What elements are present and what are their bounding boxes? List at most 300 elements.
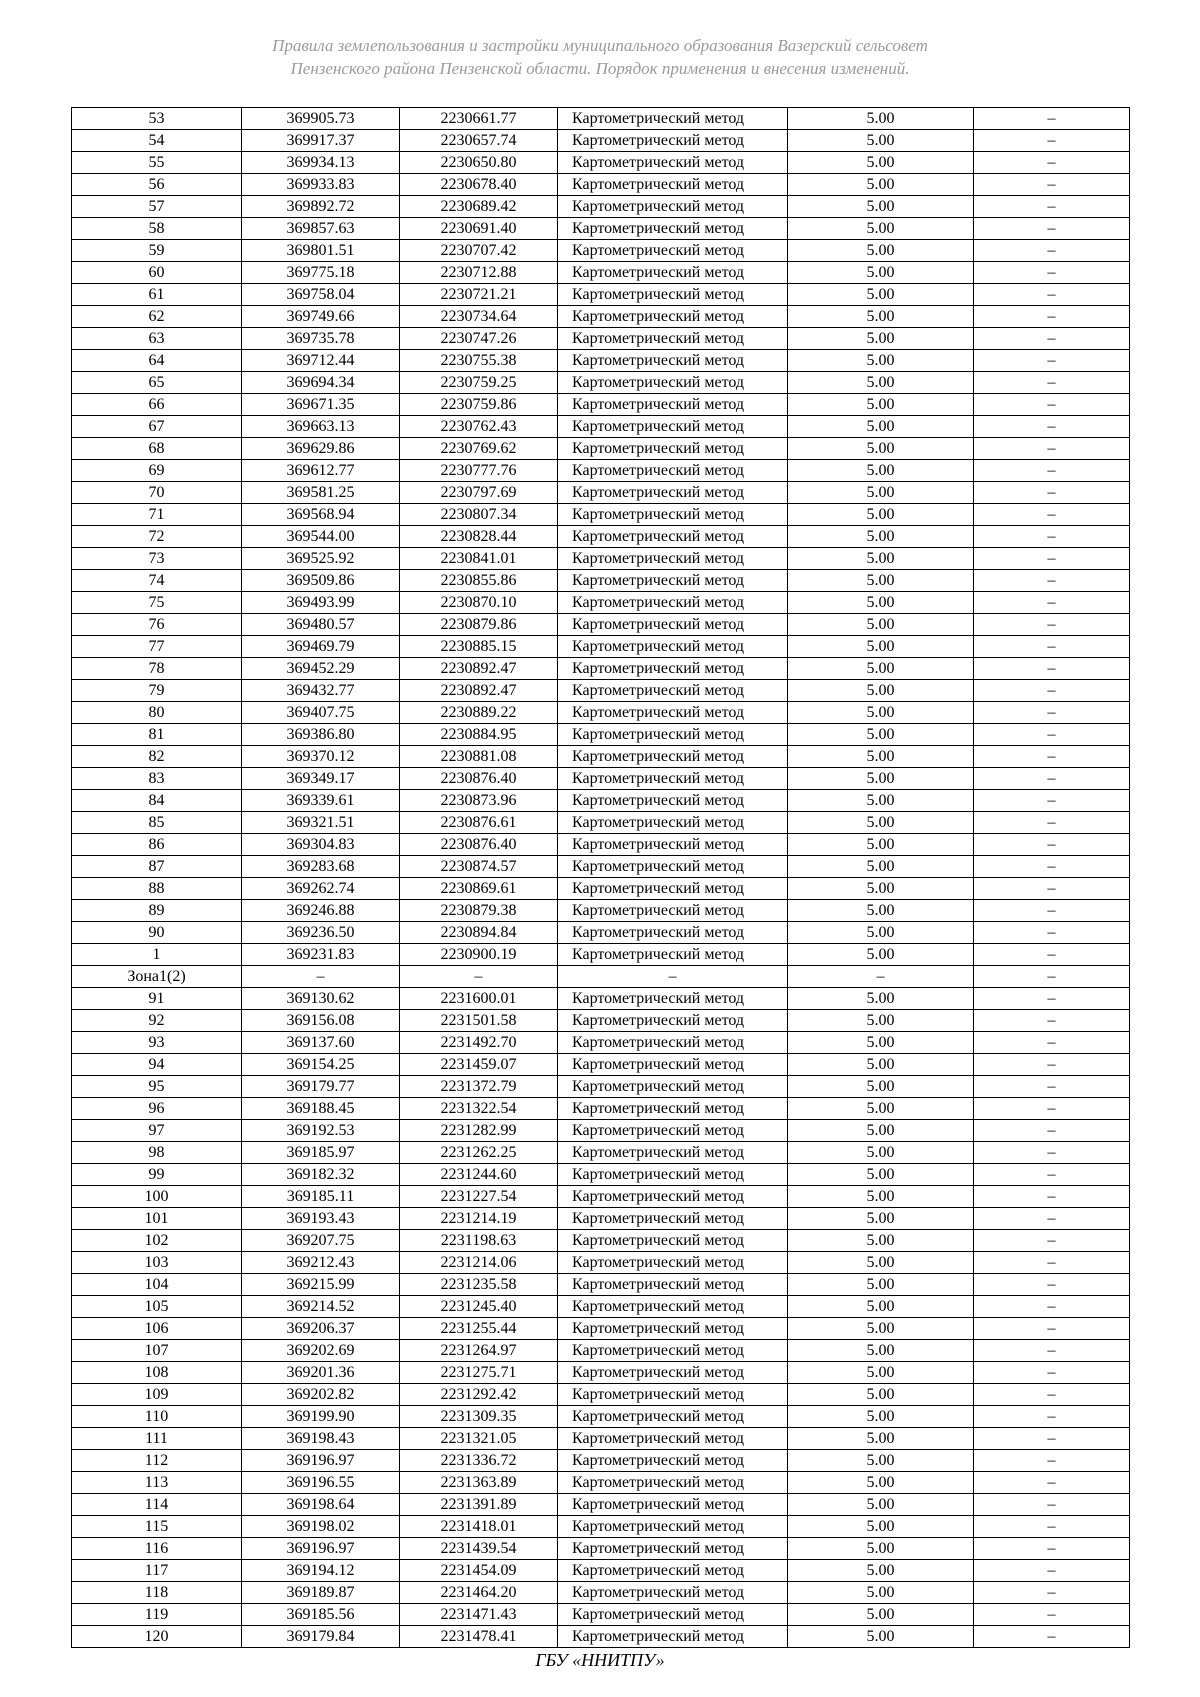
x-coordinate-cell: 369612.77 xyxy=(242,460,400,482)
point-number-cell: 57 xyxy=(72,196,242,218)
method-cell: Картометрический метод xyxy=(558,460,788,482)
accuracy-cell: 5.00 xyxy=(788,680,974,702)
point-number-cell: 115 xyxy=(72,1516,242,1538)
table-row xyxy=(72,1472,1130,1494)
table-row xyxy=(72,152,1130,174)
accuracy-cell: 5.00 xyxy=(788,1186,974,1208)
table-row xyxy=(72,702,1130,724)
point-number-cell: 82 xyxy=(72,746,242,768)
point-number-cell: 119 xyxy=(72,1604,242,1626)
description-cell: – xyxy=(974,1142,1130,1164)
table-row xyxy=(72,1230,1130,1252)
description-cell: – xyxy=(974,1516,1130,1538)
description-cell: – xyxy=(974,1274,1130,1296)
table-row xyxy=(72,1516,1130,1538)
method-cell: Картометрический метод xyxy=(558,130,788,152)
method-cell: Картометрический метод xyxy=(558,108,788,130)
y-coordinate-cell: 2231363.89 xyxy=(400,1472,558,1494)
y-coordinate-cell: 2231321.05 xyxy=(400,1428,558,1450)
y-coordinate-cell: 2231418.01 xyxy=(400,1516,558,1538)
table-row xyxy=(72,416,1130,438)
table-row xyxy=(72,790,1130,812)
method-cell: Картометрический метод xyxy=(558,1010,788,1032)
table-row xyxy=(72,834,1130,856)
point-number-cell: 112 xyxy=(72,1450,242,1472)
description-cell: – xyxy=(974,328,1130,350)
accuracy-cell: 5.00 xyxy=(788,636,974,658)
y-coordinate-cell: 2230869.61 xyxy=(400,878,558,900)
table-row xyxy=(72,108,1130,130)
x-coordinate-cell: 369236.50 xyxy=(242,922,400,944)
description-cell: – xyxy=(974,570,1130,592)
x-coordinate-cell: 369339.61 xyxy=(242,790,400,812)
method-cell: Картометрический метод xyxy=(558,702,788,724)
table-row xyxy=(72,1076,1130,1098)
description-cell: – xyxy=(974,1384,1130,1406)
method-cell: Картометрический метод xyxy=(558,1340,788,1362)
method-cell: Картометрический метод xyxy=(558,240,788,262)
x-coordinate-cell: 369694.34 xyxy=(242,372,400,394)
method-cell: Картометрический метод xyxy=(558,350,788,372)
accuracy-cell: 5.00 xyxy=(788,768,974,790)
accuracy-cell: 5.00 xyxy=(788,328,974,350)
method-cell: Картометрический метод xyxy=(558,1274,788,1296)
table-row xyxy=(72,570,1130,592)
method-cell: Картометрический метод xyxy=(558,1098,788,1120)
point-number-cell: 104 xyxy=(72,1274,242,1296)
point-number-cell: 70 xyxy=(72,482,242,504)
description-cell: – xyxy=(974,1582,1130,1604)
method-cell: Картометрический метод xyxy=(558,218,788,240)
method-cell: Картометрический метод xyxy=(558,1120,788,1142)
y-coordinate-cell: 2230747.26 xyxy=(400,328,558,350)
x-coordinate-cell: – xyxy=(242,966,400,988)
point-number-cell: 89 xyxy=(72,900,242,922)
method-cell: Картометрический метод xyxy=(558,944,788,966)
point-number-cell: 81 xyxy=(72,724,242,746)
description-cell: – xyxy=(974,152,1130,174)
y-coordinate-cell: 2230759.86 xyxy=(400,394,558,416)
point-number-cell: 66 xyxy=(72,394,242,416)
y-coordinate-cell: 2231264.97 xyxy=(400,1340,558,1362)
point-number-cell: 111 xyxy=(72,1428,242,1450)
method-cell: Картометрический метод xyxy=(558,900,788,922)
description-cell: – xyxy=(974,768,1130,790)
method-cell: Картометрический метод xyxy=(558,812,788,834)
x-coordinate-cell: 369231.83 xyxy=(242,944,400,966)
table-row xyxy=(72,1428,1130,1450)
description-cell: – xyxy=(974,1054,1130,1076)
description-cell: – xyxy=(974,1538,1130,1560)
table-row xyxy=(72,1120,1130,1142)
method-cell: Картометрический метод xyxy=(558,1494,788,1516)
x-coordinate-cell: 369202.69 xyxy=(242,1340,400,1362)
table-row xyxy=(72,438,1130,460)
description-cell: – xyxy=(974,394,1130,416)
method-cell: Картометрический метод xyxy=(558,790,788,812)
point-number-cell: 68 xyxy=(72,438,242,460)
x-coordinate-cell: 369198.02 xyxy=(242,1516,400,1538)
table-row xyxy=(72,350,1130,372)
point-number-cell: 64 xyxy=(72,350,242,372)
x-coordinate-cell: 369283.68 xyxy=(242,856,400,878)
y-coordinate-cell: 2230879.86 xyxy=(400,614,558,636)
x-coordinate-cell: 369801.51 xyxy=(242,240,400,262)
method-cell: Картометрический метод xyxy=(558,878,788,900)
x-coordinate-cell: 369905.73 xyxy=(242,108,400,130)
method-cell: Картометрический метод xyxy=(558,1208,788,1230)
accuracy-cell: 5.00 xyxy=(788,1142,974,1164)
point-number-cell: 71 xyxy=(72,504,242,526)
method-cell: Картометрический метод xyxy=(558,724,788,746)
description-cell: – xyxy=(974,460,1130,482)
table-row xyxy=(72,658,1130,680)
x-coordinate-cell: 369386.80 xyxy=(242,724,400,746)
y-coordinate-cell: 2230661.77 xyxy=(400,108,558,130)
y-coordinate-cell: 2230876.61 xyxy=(400,812,558,834)
method-cell: Картометрический метод xyxy=(558,1406,788,1428)
y-coordinate-cell: 2230691.40 xyxy=(400,218,558,240)
y-coordinate-cell: 2231214.06 xyxy=(400,1252,558,1274)
method-cell: Картометрический метод xyxy=(558,988,788,1010)
x-coordinate-cell: 369206.37 xyxy=(242,1318,400,1340)
accuracy-cell: 5.00 xyxy=(788,592,974,614)
accuracy-cell: 5.00 xyxy=(788,658,974,680)
point-number-cell: 74 xyxy=(72,570,242,592)
table-row xyxy=(72,1362,1130,1384)
accuracy-cell: 5.00 xyxy=(788,1626,974,1648)
x-coordinate-cell: 369568.94 xyxy=(242,504,400,526)
y-coordinate-cell: 2231478.41 xyxy=(400,1626,558,1648)
description-cell: – xyxy=(974,944,1130,966)
y-coordinate-cell: 2230689.42 xyxy=(400,196,558,218)
y-coordinate-cell: 2231214.19 xyxy=(400,1208,558,1230)
y-coordinate-cell: 2230650.80 xyxy=(400,152,558,174)
description-cell: – xyxy=(974,724,1130,746)
y-coordinate-cell: 2230807.34 xyxy=(400,504,558,526)
description-cell: – xyxy=(974,482,1130,504)
description-cell: – xyxy=(974,1494,1130,1516)
method-cell: Картометрический метод xyxy=(558,1318,788,1340)
method-cell: Картометрический метод xyxy=(558,1142,788,1164)
point-number-cell: 73 xyxy=(72,548,242,570)
table-row xyxy=(72,1450,1130,1472)
description-cell: – xyxy=(974,438,1130,460)
accuracy-cell: 5.00 xyxy=(788,1428,974,1450)
x-coordinate-cell: 369712.44 xyxy=(242,350,400,372)
y-coordinate-cell: 2230879.38 xyxy=(400,900,558,922)
y-coordinate-cell: 2231309.35 xyxy=(400,1406,558,1428)
table-row xyxy=(72,196,1130,218)
x-coordinate-cell: 369196.97 xyxy=(242,1450,400,1472)
accuracy-cell: 5.00 xyxy=(788,1384,974,1406)
description-cell: – xyxy=(974,1604,1130,1626)
accuracy-cell: 5.00 xyxy=(788,988,974,1010)
description-cell: – xyxy=(974,416,1130,438)
y-coordinate-cell: 2230873.96 xyxy=(400,790,558,812)
point-number-cell: 90 xyxy=(72,922,242,944)
table-row xyxy=(72,636,1130,658)
table-row xyxy=(72,900,1130,922)
accuracy-cell: 5.00 xyxy=(788,1604,974,1626)
y-coordinate-cell: 2231501.58 xyxy=(400,1010,558,1032)
table-row xyxy=(72,812,1130,834)
x-coordinate-cell: 369179.84 xyxy=(242,1626,400,1648)
accuracy-cell: 5.00 xyxy=(788,152,974,174)
table-row xyxy=(72,944,1130,966)
accuracy-cell: 5.00 xyxy=(788,218,974,240)
method-cell: Картометрический метод xyxy=(558,746,788,768)
description-cell: – xyxy=(974,1318,1130,1340)
method-cell: Картометрический метод xyxy=(558,482,788,504)
description-cell: – xyxy=(974,922,1130,944)
description-cell: – xyxy=(974,1186,1130,1208)
point-number-cell: 85 xyxy=(72,812,242,834)
method-cell: Картометрический метод xyxy=(558,834,788,856)
point-number-cell: 63 xyxy=(72,328,242,350)
y-coordinate-cell: 2231492.70 xyxy=(400,1032,558,1054)
point-number-cell: 117 xyxy=(72,1560,242,1582)
y-coordinate-cell: 2230657.74 xyxy=(400,130,558,152)
y-coordinate-cell: 2231245.40 xyxy=(400,1296,558,1318)
header-line-2: Пензенского района Пензенской области. Порядок применения и внесения изменений. xyxy=(290,59,910,78)
x-coordinate-cell: 369407.75 xyxy=(242,702,400,724)
table-row xyxy=(72,856,1130,878)
description-cell: – xyxy=(974,526,1130,548)
table-row xyxy=(72,328,1130,350)
point-number-cell: 108 xyxy=(72,1362,242,1384)
method-cell: Картометрический метод xyxy=(558,262,788,284)
table-row xyxy=(72,988,1130,1010)
accuracy-cell: 5.00 xyxy=(788,548,974,570)
method-cell: Картометрический метод xyxy=(558,174,788,196)
point-number-cell: 67 xyxy=(72,416,242,438)
method-cell: Картометрический метод xyxy=(558,372,788,394)
x-coordinate-cell: 369212.43 xyxy=(242,1252,400,1274)
x-coordinate-cell: 369525.92 xyxy=(242,548,400,570)
method-cell: Картометрический метод xyxy=(558,1538,788,1560)
description-cell: – xyxy=(974,372,1130,394)
point-number-cell: 56 xyxy=(72,174,242,196)
y-coordinate-cell: 2231262.25 xyxy=(400,1142,558,1164)
point-number-cell: 54 xyxy=(72,130,242,152)
y-coordinate-cell: – xyxy=(400,966,558,988)
x-coordinate-cell: 369663.13 xyxy=(242,416,400,438)
x-coordinate-cell: 369185.56 xyxy=(242,1604,400,1626)
x-coordinate-cell: 369480.57 xyxy=(242,614,400,636)
x-coordinate-cell: 369202.82 xyxy=(242,1384,400,1406)
point-number-cell: 78 xyxy=(72,658,242,680)
accuracy-cell: 5.00 xyxy=(788,812,974,834)
table-row xyxy=(72,1054,1130,1076)
description-cell: – xyxy=(974,1406,1130,1428)
y-coordinate-cell: 2230870.10 xyxy=(400,592,558,614)
description-cell: – xyxy=(974,1164,1130,1186)
table-row xyxy=(72,768,1130,790)
x-coordinate-cell: 369207.75 xyxy=(242,1230,400,1252)
y-coordinate-cell: 2230892.47 xyxy=(400,658,558,680)
point-number-cell: 100 xyxy=(72,1186,242,1208)
table-row xyxy=(72,1538,1130,1560)
description-cell: – xyxy=(974,1252,1130,1274)
accuracy-cell: 5.00 xyxy=(788,504,974,526)
x-coordinate-cell: 369154.25 xyxy=(242,1054,400,1076)
description-cell: – xyxy=(974,746,1130,768)
accuracy-cell: 5.00 xyxy=(788,284,974,306)
description-cell: – xyxy=(974,1560,1130,1582)
accuracy-cell: 5.00 xyxy=(788,394,974,416)
method-cell: Картометрический метод xyxy=(558,548,788,570)
method-cell: Картометрический метод xyxy=(558,592,788,614)
method-cell: Картометрический метод xyxy=(558,1560,788,1582)
accuracy-cell: 5.00 xyxy=(788,438,974,460)
method-cell: Картометрический метод xyxy=(558,504,788,526)
method-cell: Картометрический метод xyxy=(558,438,788,460)
y-coordinate-cell: 2231322.54 xyxy=(400,1098,558,1120)
table-row xyxy=(72,1626,1130,1648)
table-row xyxy=(72,460,1130,482)
point-number-cell: 107 xyxy=(72,1340,242,1362)
y-coordinate-cell: 2230894.84 xyxy=(400,922,558,944)
table-row xyxy=(72,922,1130,944)
table-row xyxy=(72,724,1130,746)
x-coordinate-cell: 369179.77 xyxy=(242,1076,400,1098)
description-cell: – xyxy=(974,614,1130,636)
x-coordinate-cell: 369196.55 xyxy=(242,1472,400,1494)
y-coordinate-cell: 2230874.57 xyxy=(400,856,558,878)
description-cell: – xyxy=(974,284,1130,306)
point-number-cell: 80 xyxy=(72,702,242,724)
accuracy-cell: 5.00 xyxy=(788,1230,974,1252)
point-number-cell: 75 xyxy=(72,592,242,614)
table-row xyxy=(72,1098,1130,1120)
point-number-cell: 96 xyxy=(72,1098,242,1120)
description-cell: – xyxy=(974,1076,1130,1098)
x-coordinate-cell: 369215.99 xyxy=(242,1274,400,1296)
description-cell: – xyxy=(974,218,1130,240)
point-number-cell: 59 xyxy=(72,240,242,262)
y-coordinate-cell: 2230777.76 xyxy=(400,460,558,482)
x-coordinate-cell: 369262.74 xyxy=(242,878,400,900)
method-cell: Картометрический метод xyxy=(558,768,788,790)
point-number-cell: 77 xyxy=(72,636,242,658)
y-coordinate-cell: 2230755.38 xyxy=(400,350,558,372)
accuracy-cell: 5.00 xyxy=(788,1340,974,1362)
x-coordinate-cell: 369185.11 xyxy=(242,1186,400,1208)
point-number-cell: 113 xyxy=(72,1472,242,1494)
description-cell: – xyxy=(974,790,1130,812)
table-row xyxy=(72,1186,1130,1208)
x-coordinate-cell: 369370.12 xyxy=(242,746,400,768)
point-number-cell: 86 xyxy=(72,834,242,856)
table-row xyxy=(72,240,1130,262)
accuracy-cell: 5.00 xyxy=(788,570,974,592)
x-coordinate-cell: 369214.52 xyxy=(242,1296,400,1318)
y-coordinate-cell: 2231198.63 xyxy=(400,1230,558,1252)
x-coordinate-cell: 369196.97 xyxy=(242,1538,400,1560)
accuracy-cell: 5.00 xyxy=(788,350,974,372)
method-cell: Картометрический метод xyxy=(558,196,788,218)
accuracy-cell: 5.00 xyxy=(788,1494,974,1516)
accuracy-cell: 5.00 xyxy=(788,130,974,152)
point-number-cell: 98 xyxy=(72,1142,242,1164)
x-coordinate-cell: 369892.72 xyxy=(242,196,400,218)
accuracy-cell: 5.00 xyxy=(788,614,974,636)
accuracy-cell: 5.00 xyxy=(788,196,974,218)
x-coordinate-cell: 369189.87 xyxy=(242,1582,400,1604)
point-number-cell: 118 xyxy=(72,1582,242,1604)
y-coordinate-cell: 2231227.54 xyxy=(400,1186,558,1208)
description-cell: – xyxy=(974,350,1130,372)
accuracy-cell: 5.00 xyxy=(788,416,974,438)
table-row xyxy=(72,1010,1130,1032)
accuracy-cell: 5.00 xyxy=(788,108,974,130)
point-number-cell: 106 xyxy=(72,1318,242,1340)
accuracy-cell: 5.00 xyxy=(788,1560,974,1582)
description-cell: – xyxy=(974,1340,1130,1362)
y-coordinate-cell: 2230841.01 xyxy=(400,548,558,570)
table-row xyxy=(72,1384,1130,1406)
description-cell: – xyxy=(974,196,1130,218)
y-coordinate-cell: 2230855.86 xyxy=(400,570,558,592)
x-coordinate-cell: 369193.43 xyxy=(242,1208,400,1230)
point-number-cell: 1 xyxy=(72,944,242,966)
description-cell: – xyxy=(974,1626,1130,1648)
y-coordinate-cell: 2230797.69 xyxy=(400,482,558,504)
x-coordinate-cell: 369304.83 xyxy=(242,834,400,856)
x-coordinate-cell: 369758.04 xyxy=(242,284,400,306)
description-cell: – xyxy=(974,130,1130,152)
accuracy-cell: 5.00 xyxy=(788,1406,974,1428)
point-number-cell: 65 xyxy=(72,372,242,394)
point-number-cell: 91 xyxy=(72,988,242,1010)
point-number-cell: 83 xyxy=(72,768,242,790)
method-cell: Картометрический метод xyxy=(558,1164,788,1186)
table-row xyxy=(72,1406,1130,1428)
point-number-cell: Зона1(2) xyxy=(72,966,242,988)
method-cell: Картометрический метод xyxy=(558,416,788,438)
description-cell: – xyxy=(974,636,1130,658)
point-number-cell: 72 xyxy=(72,526,242,548)
point-number-cell: 69 xyxy=(72,460,242,482)
table-row xyxy=(72,504,1130,526)
x-coordinate-cell: 369130.62 xyxy=(242,988,400,1010)
description-cell: – xyxy=(974,1296,1130,1318)
accuracy-cell: 5.00 xyxy=(788,1032,974,1054)
method-cell: Картометрический метод xyxy=(558,636,788,658)
table-row xyxy=(72,372,1130,394)
x-coordinate-cell: 369509.86 xyxy=(242,570,400,592)
y-coordinate-cell: 2230876.40 xyxy=(400,834,558,856)
y-coordinate-cell: 2231282.99 xyxy=(400,1120,558,1142)
accuracy-cell: 5.00 xyxy=(788,1538,974,1560)
y-coordinate-cell: 2230707.42 xyxy=(400,240,558,262)
y-coordinate-cell: 2230678.40 xyxy=(400,174,558,196)
table-row xyxy=(72,1560,1130,1582)
description-cell: – xyxy=(974,900,1130,922)
y-coordinate-cell: 2230889.22 xyxy=(400,702,558,724)
accuracy-cell: 5.00 xyxy=(788,1582,974,1604)
point-number-cell: 109 xyxy=(72,1384,242,1406)
accuracy-cell: 5.00 xyxy=(788,746,974,768)
accuracy-cell: 5.00 xyxy=(788,262,974,284)
method-cell: – xyxy=(558,966,788,988)
y-coordinate-cell: 2231464.20 xyxy=(400,1582,558,1604)
y-coordinate-cell: 2231391.89 xyxy=(400,1494,558,1516)
y-coordinate-cell: 2231372.79 xyxy=(400,1076,558,1098)
y-coordinate-cell: 2230892.47 xyxy=(400,680,558,702)
x-coordinate-cell: 369452.29 xyxy=(242,658,400,680)
